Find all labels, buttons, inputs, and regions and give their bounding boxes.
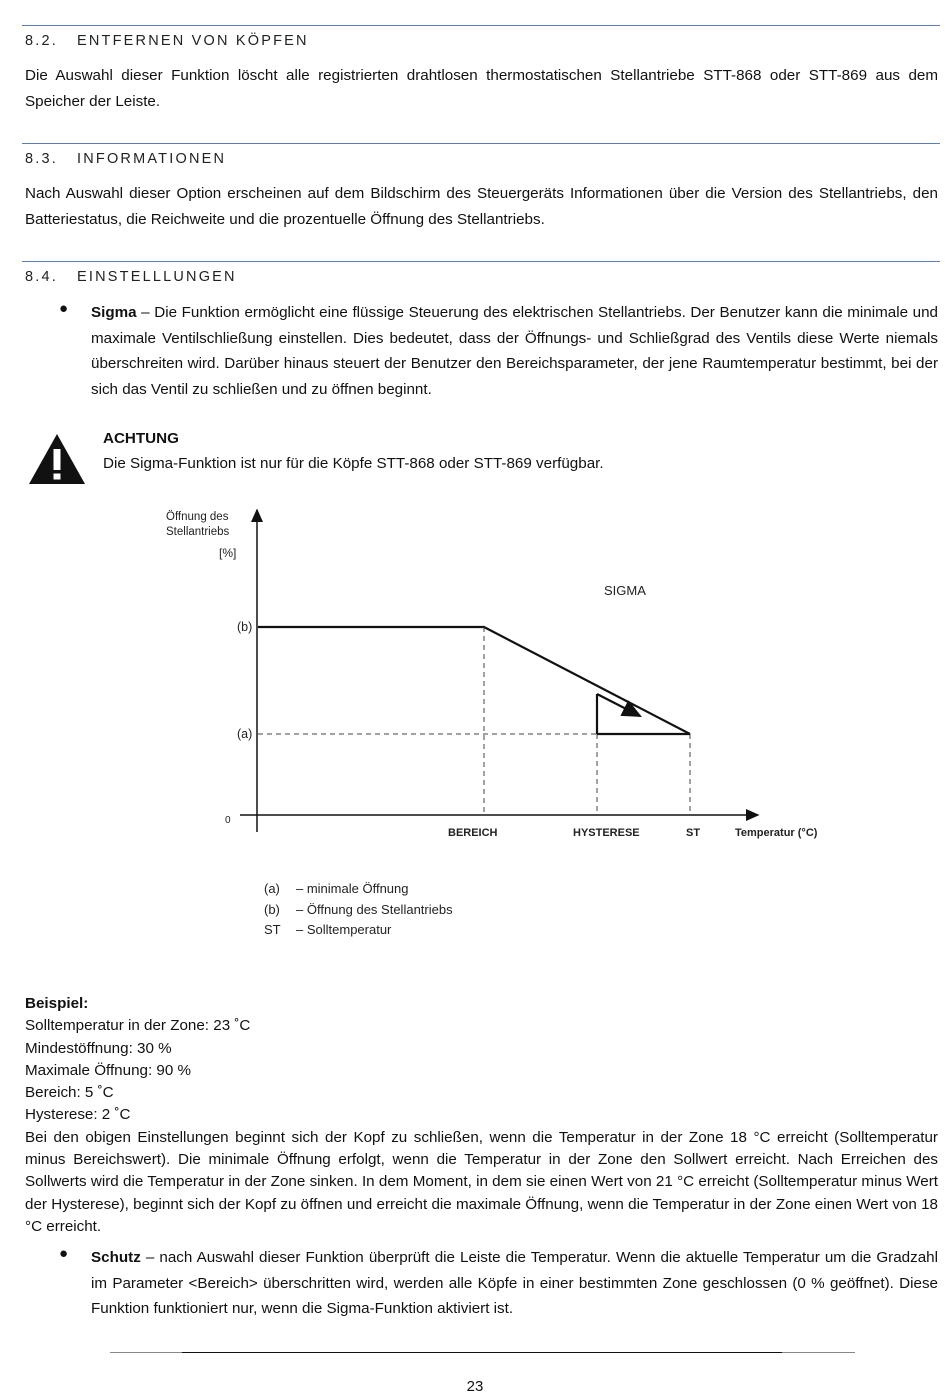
example-line: Hysterese: 2 ˚C [25, 1106, 131, 1124]
section-number: 8.2. [25, 33, 58, 49]
x-tick-st: ST [686, 827, 701, 839]
y-axis-label-line1: Öffnung des [166, 511, 229, 523]
section-text-8-3: Nach Auswahl dieser Option erscheinen auf dem Bildschirm des Steuergeräts Informationen über die Version des Stellantriebs, den Batteriestatus, die Reichweite und die prozentuelle Öffnung des Stellantriebs. [25, 185, 938, 228]
y-tick-b: (b) [237, 620, 253, 634]
bullet-icon: ● [59, 1245, 69, 1262]
section-text-8-2: Die Auswahl dieser Funktion löscht alle registrierten drahtlosen thermostatischen Stellantriebe STT-868 oder STT-869 aus dem Speicher der Leiste. [25, 67, 938, 110]
example-title: Beispiel: [25, 995, 89, 1012]
section-number: 8.3. [25, 151, 58, 167]
list-item-schutz [56, 1245, 938, 1322]
example-line: Solltemperatur in der Zone: 23 ˚C [25, 1017, 251, 1035]
example-line: Maximale Öffnung: 90 % [25, 1061, 192, 1079]
curve-label: SIGMA [604, 583, 646, 598]
bullet-term: Schutz [91, 1249, 141, 1266]
y-axis-unit: [%] [219, 546, 237, 560]
legend-key: (b) [264, 902, 280, 917]
bullet-term: Sigma [91, 304, 137, 321]
legend-item [264, 881, 409, 896]
legend-key: ST [264, 922, 281, 937]
section-title: INFORMATIONEN [77, 151, 227, 167]
example-block [25, 993, 938, 1238]
legend-item [264, 922, 391, 937]
example-line: Mindestöffnung: 30 % [25, 1039, 172, 1057]
x-tick-bereich: BEREICH [448, 827, 498, 839]
bullet-description: – Die Funktion ermöglicht eine flüssige Steuerung des elektrischen Stellantriebs. Der Benutzer kann die minimale und maximale Ventilschließung einstellen. Dies bedeutet, dass der Öffnungs- und Schließgrad des Ventils diese Werte niemals überschreiten wird. Darüber hinaus steuert der Benutzer den Bereichsparameter, der jene Raumtemperatur bestimmt, bei der sich das Ventil zu schließen und zu öffnen beginnt. [91, 304, 938, 398]
legend-text: – Öffnung des Stellantriebs [296, 902, 453, 917]
bullet-text [91, 1245, 938, 1322]
x-tick-hysterese: HYSTERESE [573, 827, 640, 839]
bullet-description: – nach Auswahl dieser Funktion überprüft die Leiste die Temperatur. Wenn die aktuelle Temperatur um die Gradzahl im Parameter <Bereich> überschritten wird, werden alle Köpfe in einer bestimmten Zone geschlossen (0 % geöffnet). Diese Funktion funktioniert nur, wenn die Sigma-Funktion aktiviert ist. [91, 1249, 938, 1317]
section-number: 8.4. [25, 269, 58, 285]
x-axis-label: Temperatur (°C) [735, 827, 818, 839]
section-title: EINSTELLLUNGEN [77, 269, 237, 285]
y-axis-label-line2: Stellantriebs [166, 526, 230, 538]
warning-text: Die Sigma-Funktion ist nur für die Köpfe STT-868 oder STT-869 verfügbar. [103, 455, 604, 472]
bullet-icon: ● [59, 300, 69, 317]
legend-text: – minimale Öffnung [296, 881, 409, 896]
sigma-curve [258, 627, 690, 734]
legend-text: – Solltemperatur [296, 922, 392, 937]
section-title: ENTFERNEN VON KÖPFEN [77, 33, 309, 49]
footer-divider-accent [182, 1352, 782, 1353]
warning-title: ACHTUNG [103, 430, 179, 447]
example-line: Bereich: 5 ˚C [25, 1084, 114, 1102]
legend-item [264, 902, 453, 917]
legend-key: (a) [264, 881, 280, 896]
page-number: 23 [466, 1378, 484, 1395]
y-tick-a: (a) [237, 727, 253, 741]
y-tick-zero: 0 [225, 815, 231, 826]
example-body: Bei den obigen Einstellungen beginnt sich der Kopf zu schließen, wenn die Temperatur in der Zone 18 °C erreicht (Solltemperatur minus Bereichswert). Die minimale Öffnung erfolgt, wenn die Temperatur in der Zone den Sollwert erreicht. Nach Erreichen des Sollwerts wird die Temperatur in der Zone sinken. In dem Moment, in dem sie einen Wert von 21 °C erreicht (Solltemperatur minus Wert der Hysterese), beginnt sich der Kopf zu öffnen und erreicht die maximale Öffnung, wenn die Temperatur in der Zone einen Wert von 18 °C erreicht. [25, 1128, 938, 1235]
